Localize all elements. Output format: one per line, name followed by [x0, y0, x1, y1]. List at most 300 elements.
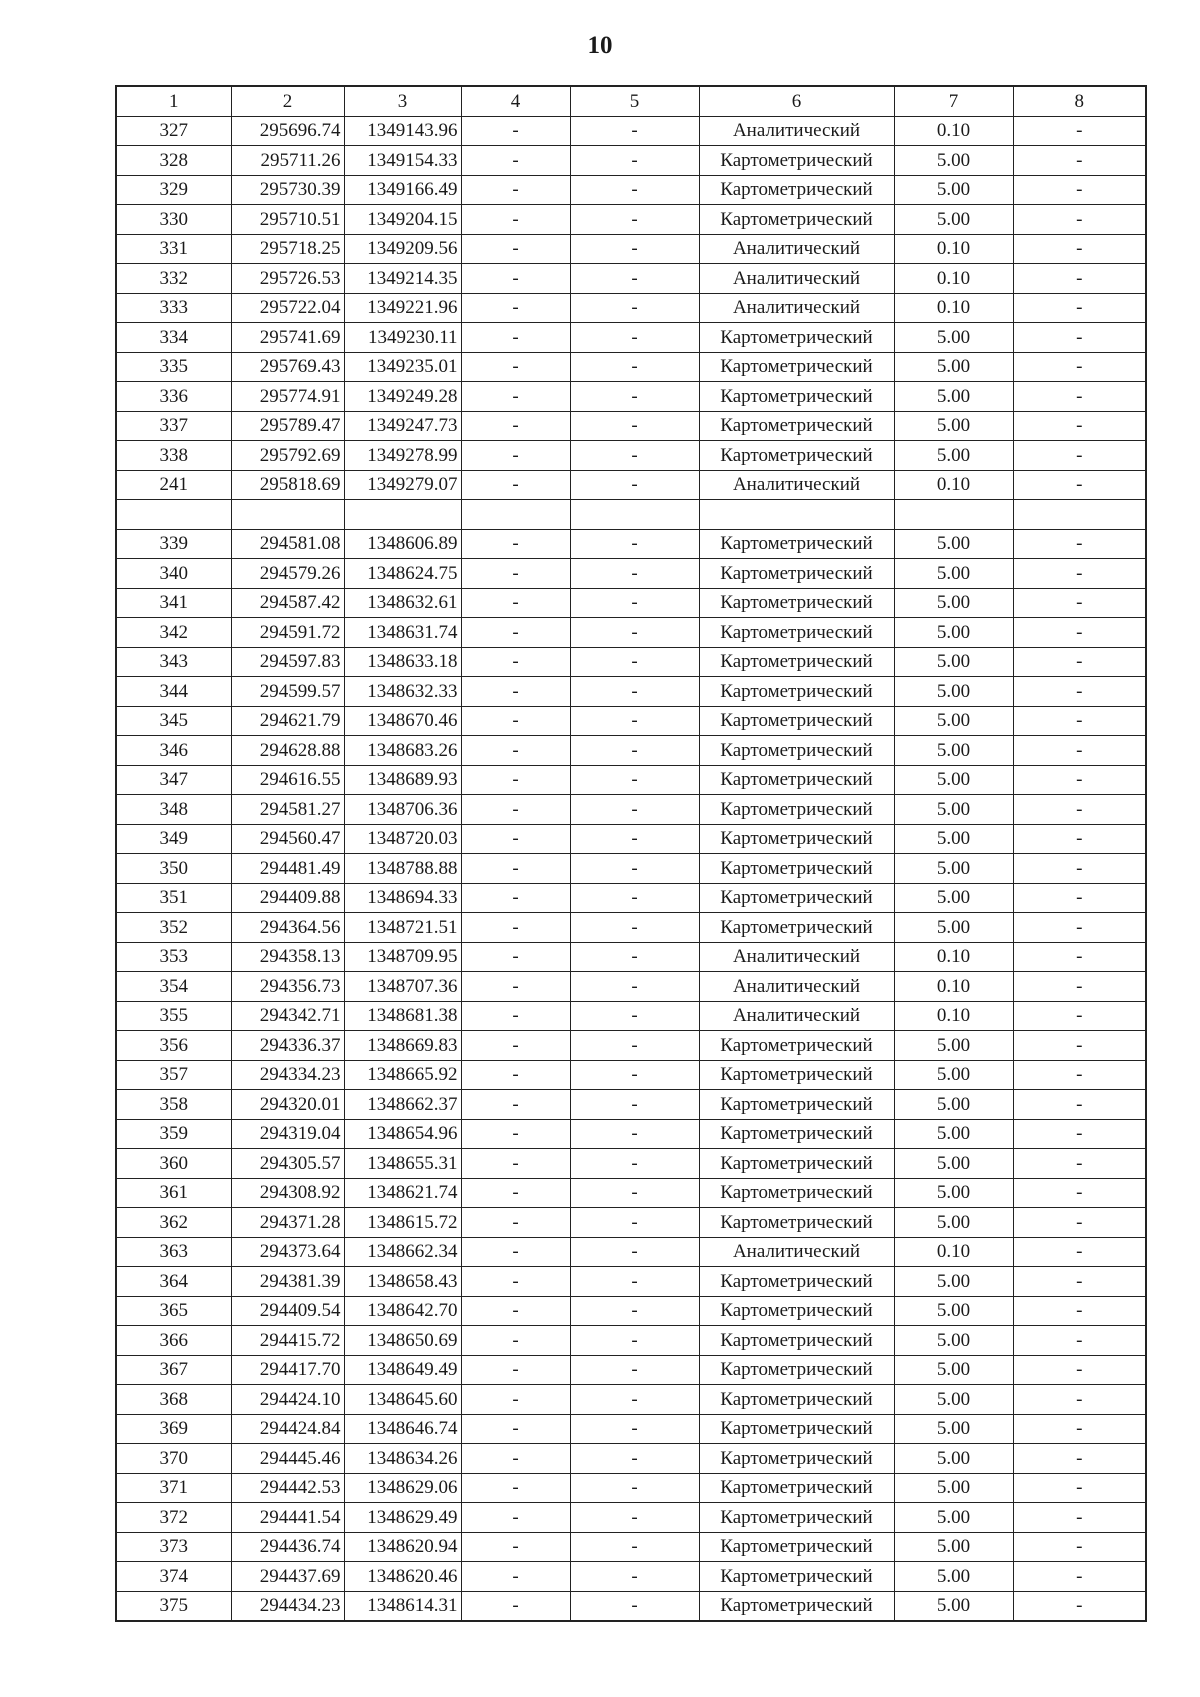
- y-coordinate-cell: 1349235.01: [344, 352, 461, 382]
- table-row: [116, 1149, 1146, 1179]
- header-cell: 8: [1013, 86, 1146, 116]
- method-cell: Картометрический: [699, 883, 894, 913]
- col5-cell: -: [570, 677, 699, 707]
- table-row: [116, 677, 1146, 707]
- point-number-cell: 368: [116, 1385, 231, 1415]
- method-cell: Аналитический: [699, 470, 894, 500]
- accuracy-cell: 5.00: [894, 441, 1013, 471]
- method-cell: Картометрический: [699, 1178, 894, 1208]
- col8-cell: -: [1013, 1591, 1146, 1621]
- table-row: [116, 411, 1146, 441]
- col5-cell: -: [570, 146, 699, 176]
- table-row: [116, 1385, 1146, 1415]
- table-row: [116, 352, 1146, 382]
- point-number-cell: 241: [116, 470, 231, 500]
- y-coordinate-cell: 1349221.96: [344, 293, 461, 323]
- point-number-cell: 334: [116, 323, 231, 353]
- method-cell: Аналитический: [699, 116, 894, 146]
- col8-cell: -: [1013, 795, 1146, 825]
- method-cell: Аналитический: [699, 972, 894, 1002]
- point-number-cell: [116, 500, 231, 530]
- method-cell: Картометрический: [699, 1149, 894, 1179]
- method-cell: Картометрический: [699, 1090, 894, 1120]
- col5-cell: -: [570, 411, 699, 441]
- accuracy-cell: 5.00: [894, 559, 1013, 589]
- y-coordinate-cell: 1349209.56: [344, 234, 461, 264]
- col8-cell: -: [1013, 293, 1146, 323]
- x-coordinate-cell: 295711.26: [231, 146, 344, 176]
- table-row: [116, 1473, 1146, 1503]
- x-coordinate-cell: 294358.13: [231, 942, 344, 972]
- x-coordinate-cell: 294342.71: [231, 1001, 344, 1031]
- accuracy-cell: 5.00: [894, 1591, 1013, 1621]
- col5-cell: -: [570, 942, 699, 972]
- method-cell: Картометрический: [699, 1385, 894, 1415]
- x-coordinate-cell: 294305.57: [231, 1149, 344, 1179]
- point-number-cell: 339: [116, 529, 231, 559]
- accuracy-cell: 5.00: [894, 1267, 1013, 1297]
- y-coordinate-cell: 1348614.31: [344, 1591, 461, 1621]
- col8-cell: -: [1013, 1090, 1146, 1120]
- accuracy-cell: 5.00: [894, 205, 1013, 235]
- y-coordinate-cell: 1348633.18: [344, 647, 461, 677]
- col8-cell: -: [1013, 323, 1146, 353]
- x-coordinate-cell: 294415.72: [231, 1326, 344, 1356]
- col5-cell: -: [570, 234, 699, 264]
- point-number-cell: 365: [116, 1296, 231, 1326]
- coordinates-table: [115, 85, 1147, 1622]
- col4-cell: -: [461, 677, 570, 707]
- x-coordinate-cell: 295722.04: [231, 293, 344, 323]
- col4-cell: -: [461, 1355, 570, 1385]
- y-coordinate-cell: 1348655.31: [344, 1149, 461, 1179]
- table-row: [116, 529, 1146, 559]
- method-cell: Картометрический: [699, 795, 894, 825]
- col5-cell: -: [570, 264, 699, 294]
- accuracy-cell: 5.00: [894, 529, 1013, 559]
- col5-cell: -: [570, 765, 699, 795]
- point-number-cell: 348: [116, 795, 231, 825]
- col4-cell: -: [461, 736, 570, 766]
- method-cell: Картометрический: [699, 1532, 894, 1562]
- method-cell: Картометрический: [699, 765, 894, 795]
- accuracy-cell: 0.10: [894, 264, 1013, 294]
- method-cell: Картометрический: [699, 559, 894, 589]
- table-row: [116, 824, 1146, 854]
- col4-cell: -: [461, 411, 570, 441]
- table-row: [116, 1562, 1146, 1592]
- table-row: [116, 1060, 1146, 1090]
- method-cell: Картометрический: [699, 352, 894, 382]
- x-coordinate-cell: 294628.88: [231, 736, 344, 766]
- col5-cell: -: [570, 854, 699, 884]
- col5-cell: -: [570, 1355, 699, 1385]
- col8-cell: -: [1013, 1473, 1146, 1503]
- point-number-cell: 366: [116, 1326, 231, 1356]
- x-coordinate-cell: 294560.47: [231, 824, 344, 854]
- col4-cell: -: [461, 205, 570, 235]
- accuracy-cell: 0.10: [894, 470, 1013, 500]
- method-cell: Картометрический: [699, 175, 894, 205]
- accuracy-cell: 0.10: [894, 1237, 1013, 1267]
- col8-cell: [1013, 500, 1146, 530]
- accuracy-cell: 0.10: [894, 116, 1013, 146]
- point-number-cell: 370: [116, 1444, 231, 1474]
- col4-cell: -: [461, 1060, 570, 1090]
- method-cell: Картометрический: [699, 1208, 894, 1238]
- point-number-cell: 357: [116, 1060, 231, 1090]
- col5-cell: -: [570, 1473, 699, 1503]
- y-coordinate-cell: 1348634.26: [344, 1444, 461, 1474]
- x-coordinate-cell: 294442.53: [231, 1473, 344, 1503]
- col8-cell: -: [1013, 1178, 1146, 1208]
- y-coordinate-cell: 1348683.26: [344, 736, 461, 766]
- accuracy-cell: 5.00: [894, 1444, 1013, 1474]
- y-coordinate-cell: 1349214.35: [344, 264, 461, 294]
- accuracy-cell: 5.00: [894, 1031, 1013, 1061]
- y-coordinate-cell: 1348631.74: [344, 618, 461, 648]
- x-coordinate-cell: 294364.56: [231, 913, 344, 943]
- col4-cell: -: [461, 1385, 570, 1415]
- point-number-cell: 359: [116, 1119, 231, 1149]
- table-row: [116, 559, 1146, 589]
- method-cell: Аналитический: [699, 264, 894, 294]
- point-number-cell: 363: [116, 1237, 231, 1267]
- y-coordinate-cell: 1349143.96: [344, 116, 461, 146]
- col8-cell: -: [1013, 1001, 1146, 1031]
- point-number-cell: 329: [116, 175, 231, 205]
- col8-cell: -: [1013, 1031, 1146, 1061]
- x-coordinate-cell: 294336.37: [231, 1031, 344, 1061]
- accuracy-cell: 5.00: [894, 677, 1013, 707]
- table-row: [116, 913, 1146, 943]
- x-coordinate-cell: 294616.55: [231, 765, 344, 795]
- table-row: [116, 1119, 1146, 1149]
- col4-cell: -: [461, 1149, 570, 1179]
- y-coordinate-cell: 1348629.49: [344, 1503, 461, 1533]
- y-coordinate-cell: 1348654.96: [344, 1119, 461, 1149]
- col8-cell: -: [1013, 1208, 1146, 1238]
- y-coordinate-cell: 1349204.15: [344, 205, 461, 235]
- x-coordinate-cell: 295818.69: [231, 470, 344, 500]
- col5-cell: -: [570, 1031, 699, 1061]
- method-cell: Картометрический: [699, 1119, 894, 1149]
- point-number-cell: 343: [116, 647, 231, 677]
- point-number-cell: 333: [116, 293, 231, 323]
- method-cell: Аналитический: [699, 942, 894, 972]
- col8-cell: -: [1013, 352, 1146, 382]
- x-coordinate-cell: 294587.42: [231, 588, 344, 618]
- col8-cell: -: [1013, 1385, 1146, 1415]
- x-coordinate-cell: 295726.53: [231, 264, 344, 294]
- col4-cell: -: [461, 824, 570, 854]
- x-coordinate-cell: 294436.74: [231, 1532, 344, 1562]
- method-cell: [699, 500, 894, 530]
- col8-cell: -: [1013, 1326, 1146, 1356]
- accuracy-cell: 5.00: [894, 1090, 1013, 1120]
- table-row: [116, 470, 1146, 500]
- col8-cell: -: [1013, 382, 1146, 412]
- col5-cell: -: [570, 470, 699, 500]
- col5-cell: -: [570, 1149, 699, 1179]
- y-coordinate-cell: 1348694.33: [344, 883, 461, 913]
- col5-cell: -: [570, 647, 699, 677]
- col4-cell: -: [461, 1473, 570, 1503]
- x-coordinate-cell: 295741.69: [231, 323, 344, 353]
- y-coordinate-cell: 1348658.43: [344, 1267, 461, 1297]
- col4-cell: -: [461, 647, 570, 677]
- col4-cell: -: [461, 1414, 570, 1444]
- table-row: [116, 1591, 1146, 1621]
- header-cell: 5: [570, 86, 699, 116]
- col4-cell: -: [461, 1296, 570, 1326]
- method-cell: Картометрический: [699, 1591, 894, 1621]
- x-coordinate-cell: 294320.01: [231, 1090, 344, 1120]
- accuracy-cell: 5.00: [894, 795, 1013, 825]
- x-coordinate-cell: 294581.08: [231, 529, 344, 559]
- col8-cell: -: [1013, 1060, 1146, 1090]
- col4-cell: -: [461, 529, 570, 559]
- accuracy-cell: 5.00: [894, 1503, 1013, 1533]
- col5-cell: -: [570, 588, 699, 618]
- x-coordinate-cell: 294371.28: [231, 1208, 344, 1238]
- col8-cell: -: [1013, 854, 1146, 884]
- method-cell: Картометрический: [699, 618, 894, 648]
- table-header-row: [116, 86, 1146, 116]
- point-number-cell: 355: [116, 1001, 231, 1031]
- col4-cell: -: [461, 234, 570, 264]
- col8-cell: -: [1013, 824, 1146, 854]
- col5-cell: -: [570, 382, 699, 412]
- col4-cell: -: [461, 883, 570, 913]
- method-cell: Аналитический: [699, 1237, 894, 1267]
- table-row: [116, 441, 1146, 471]
- point-number-cell: 347: [116, 765, 231, 795]
- accuracy-cell: 5.00: [894, 1385, 1013, 1415]
- table-row: [116, 647, 1146, 677]
- y-coordinate-cell: 1348689.93: [344, 765, 461, 795]
- col4-cell: -: [461, 382, 570, 412]
- x-coordinate-cell: 295792.69: [231, 441, 344, 471]
- y-coordinate-cell: 1348632.33: [344, 677, 461, 707]
- col5-cell: -: [570, 736, 699, 766]
- x-coordinate-cell: 294417.70: [231, 1355, 344, 1385]
- method-cell: Картометрический: [699, 146, 894, 176]
- col4-cell: -: [461, 293, 570, 323]
- col4-cell: -: [461, 1001, 570, 1031]
- method-cell: Картометрический: [699, 1355, 894, 1385]
- col8-cell: -: [1013, 116, 1146, 146]
- table-row: [116, 706, 1146, 736]
- header-cell: 1: [116, 86, 231, 116]
- method-cell: Картометрический: [699, 1326, 894, 1356]
- method-cell: Картометрический: [699, 323, 894, 353]
- accuracy-cell: 5.00: [894, 1326, 1013, 1356]
- col5-cell: -: [570, 1267, 699, 1297]
- method-cell: Картометрический: [699, 205, 894, 235]
- x-coordinate-cell: 294579.26: [231, 559, 344, 589]
- point-number-cell: 367: [116, 1355, 231, 1385]
- method-cell: Картометрический: [699, 1267, 894, 1297]
- method-cell: Картометрический: [699, 1060, 894, 1090]
- accuracy-cell: 5.00: [894, 1296, 1013, 1326]
- method-cell: Аналитический: [699, 1001, 894, 1031]
- point-number-cell: 361: [116, 1178, 231, 1208]
- x-coordinate-cell: 294381.39: [231, 1267, 344, 1297]
- header-cell: 4: [461, 86, 570, 116]
- accuracy-cell: 5.00: [894, 618, 1013, 648]
- col4-cell: -: [461, 116, 570, 146]
- col8-cell: -: [1013, 175, 1146, 205]
- point-number-cell: 374: [116, 1562, 231, 1592]
- y-coordinate-cell: 1348649.49: [344, 1355, 461, 1385]
- col5-cell: -: [570, 1237, 699, 1267]
- point-number-cell: 328: [116, 146, 231, 176]
- col4-cell: -: [461, 441, 570, 471]
- point-number-cell: 362: [116, 1208, 231, 1238]
- x-coordinate-cell: 294409.88: [231, 883, 344, 913]
- x-coordinate-cell: 295710.51: [231, 205, 344, 235]
- col5-cell: -: [570, 618, 699, 648]
- table-row: [116, 205, 1146, 235]
- col4-cell: -: [461, 618, 570, 648]
- method-cell: Картометрический: [699, 1296, 894, 1326]
- y-coordinate-cell: 1348629.06: [344, 1473, 461, 1503]
- y-coordinate-cell: 1348620.46: [344, 1562, 461, 1592]
- accuracy-cell: 5.00: [894, 1149, 1013, 1179]
- col8-cell: -: [1013, 913, 1146, 943]
- y-coordinate-cell: [344, 500, 461, 530]
- col4-cell: -: [461, 1178, 570, 1208]
- col5-cell: -: [570, 1532, 699, 1562]
- y-coordinate-cell: 1348620.94: [344, 1532, 461, 1562]
- col8-cell: -: [1013, 883, 1146, 913]
- accuracy-cell: 5.00: [894, 588, 1013, 618]
- accuracy-cell: [894, 500, 1013, 530]
- table-row: [116, 175, 1146, 205]
- point-number-cell: 360: [116, 1149, 231, 1179]
- col8-cell: -: [1013, 441, 1146, 471]
- table-row: [116, 1532, 1146, 1562]
- col4-cell: -: [461, 942, 570, 972]
- header-cell: 3: [344, 86, 461, 116]
- col5-cell: -: [570, 116, 699, 146]
- col8-cell: -: [1013, 234, 1146, 264]
- point-number-cell: 330: [116, 205, 231, 235]
- col5-cell: -: [570, 175, 699, 205]
- table-row: [116, 1237, 1146, 1267]
- table-row: [116, 736, 1146, 766]
- col4-cell: -: [461, 1237, 570, 1267]
- x-coordinate-cell: 295769.43: [231, 352, 344, 382]
- x-coordinate-cell: 295789.47: [231, 411, 344, 441]
- point-number-cell: 336: [116, 382, 231, 412]
- accuracy-cell: 5.00: [894, 1473, 1013, 1503]
- table-row: [116, 146, 1146, 176]
- point-number-cell: 371: [116, 1473, 231, 1503]
- col8-cell: -: [1013, 618, 1146, 648]
- col5-cell: -: [570, 795, 699, 825]
- col4-cell: -: [461, 706, 570, 736]
- y-coordinate-cell: 1349249.28: [344, 382, 461, 412]
- x-coordinate-cell: 294481.49: [231, 854, 344, 884]
- col5-cell: -: [570, 1562, 699, 1592]
- col8-cell: -: [1013, 1414, 1146, 1444]
- method-cell: Картометрический: [699, 1414, 894, 1444]
- accuracy-cell: 0.10: [894, 942, 1013, 972]
- table-row: [116, 883, 1146, 913]
- point-number-cell: 353: [116, 942, 231, 972]
- accuracy-cell: 0.10: [894, 234, 1013, 264]
- y-coordinate-cell: 1348606.89: [344, 529, 461, 559]
- x-coordinate-cell: 294424.10: [231, 1385, 344, 1415]
- method-cell: Картометрический: [699, 854, 894, 884]
- point-number-cell: 369: [116, 1414, 231, 1444]
- col4-cell: -: [461, 1267, 570, 1297]
- table-row: [116, 618, 1146, 648]
- x-coordinate-cell: 294373.64: [231, 1237, 344, 1267]
- y-coordinate-cell: 1348707.36: [344, 972, 461, 1002]
- table-row: [116, 234, 1146, 264]
- col4-cell: -: [461, 854, 570, 884]
- y-coordinate-cell: 1348670.46: [344, 706, 461, 736]
- col4-cell: -: [461, 352, 570, 382]
- point-number-cell: 346: [116, 736, 231, 766]
- x-coordinate-cell: 294591.72: [231, 618, 344, 648]
- col8-cell: -: [1013, 411, 1146, 441]
- accuracy-cell: 5.00: [894, 1414, 1013, 1444]
- col8-cell: -: [1013, 146, 1146, 176]
- col5-cell: -: [570, 1385, 699, 1415]
- col5-cell: -: [570, 323, 699, 353]
- point-number-cell: 338: [116, 441, 231, 471]
- col8-cell: -: [1013, 1237, 1146, 1267]
- table-row: [116, 264, 1146, 294]
- point-number-cell: 375: [116, 1591, 231, 1621]
- table-row: [116, 1208, 1146, 1238]
- table-row: [116, 116, 1146, 146]
- col8-cell: -: [1013, 1532, 1146, 1562]
- col5-cell: -: [570, 293, 699, 323]
- x-coordinate-cell: 294597.83: [231, 647, 344, 677]
- point-number-cell: 327: [116, 116, 231, 146]
- col8-cell: -: [1013, 1149, 1146, 1179]
- accuracy-cell: 5.00: [894, 706, 1013, 736]
- col5-cell: -: [570, 1444, 699, 1474]
- y-coordinate-cell: 1348665.92: [344, 1060, 461, 1090]
- col5-cell: -: [570, 706, 699, 736]
- col8-cell: -: [1013, 1562, 1146, 1592]
- table-row: [116, 1444, 1146, 1474]
- y-coordinate-cell: 1348662.37: [344, 1090, 461, 1120]
- col4-cell: -: [461, 1503, 570, 1533]
- method-cell: Картометрический: [699, 1562, 894, 1592]
- y-coordinate-cell: 1348650.69: [344, 1326, 461, 1356]
- y-coordinate-cell: 1348662.34: [344, 1237, 461, 1267]
- point-number-cell: 358: [116, 1090, 231, 1120]
- table-row: [116, 1178, 1146, 1208]
- method-cell: Картометрический: [699, 824, 894, 854]
- header-cell: 7: [894, 86, 1013, 116]
- accuracy-cell: 5.00: [894, 824, 1013, 854]
- table-body: [116, 116, 1146, 1621]
- accuracy-cell: 5.00: [894, 1060, 1013, 1090]
- col5-cell: -: [570, 441, 699, 471]
- table-row: [116, 795, 1146, 825]
- y-coordinate-cell: 1349278.99: [344, 441, 461, 471]
- method-cell: Картометрический: [699, 1031, 894, 1061]
- accuracy-cell: 5.00: [894, 1178, 1013, 1208]
